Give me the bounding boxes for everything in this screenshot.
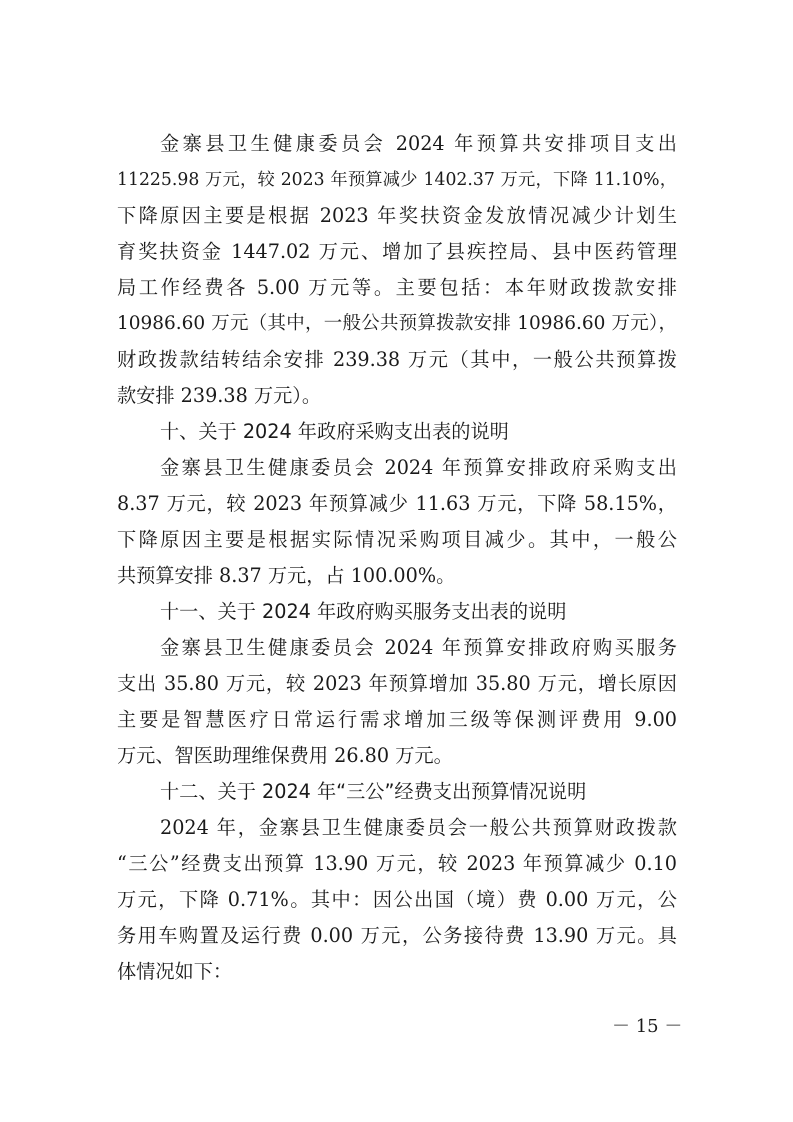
- paragraph-line: 局工作经费各 5.00 万元等。主要包括：本年财政拨款安排: [117, 276, 677, 299]
- section-heading: 十二、关于 2024 年“三公”经费支出预算情况说明: [160, 780, 587, 803]
- paragraph-line: 共预算安排 8.37 万元，占 100.00%。: [117, 564, 456, 587]
- paragraph-line: 2024 年，金寨县卫生健康委员会一般公共预算财政拨款: [160, 816, 677, 839]
- paragraph-line: 育奖扶资金 1447.02 万元、增加了县疾控局、县中医药管理: [117, 240, 677, 263]
- section-heading: 十一、关于 2024 年政府购买服务支出表的说明: [160, 600, 567, 623]
- paragraph-line: 下降原因主要是根据实际情况采购项目减少。其中，一般公: [117, 528, 677, 551]
- paragraph-line: 万元，下降 0.71%。其中：因公出国（境）费 0.00 万元，公: [117, 888, 677, 911]
- paragraph-line: 8.37 万元，较 2023 年预算减少 11.63 万元，下降 58.15%，: [117, 492, 677, 515]
- paragraph-line: 金寨县卫生健康委员会 2024 年预算共安排项目支出: [160, 132, 677, 155]
- paragraph-line: 万元、智医助理维保费用 26.80 万元。: [117, 744, 453, 767]
- paragraph-line: 下降原因主要是根据 2023 年奖扶资金发放情况减少计划生: [117, 204, 677, 227]
- paragraph-line: “三公”经费支出预算 13.90 万元，较 2023 年预算减少 0.10: [117, 852, 677, 875]
- paragraph-line: 务用车购置及运行费 0.00 万元，公务接待费 13.90 万元。具: [117, 924, 677, 947]
- paragraph-line: 金寨县卫生健康委员会 2024 年预算安排政府购买服务: [160, 636, 677, 659]
- paragraph-line: 金寨县卫生健康委员会 2024 年预算安排政府采购支出: [160, 456, 677, 479]
- page-number: － 15 －: [612, 1016, 683, 1037]
- section-heading: 十、关于 2024 年政府采购支出表的说明: [160, 420, 509, 443]
- paragraph-line: 体情况如下：: [117, 960, 233, 983]
- paragraph-line: 款安排 239.38 万元）。: [117, 384, 322, 407]
- paragraph-line: 10986.60 万元（其中，一般公共预算拨款安排 10986.60 万元），: [117, 313, 677, 334]
- paragraph-line: 11225.98 万元，较 2023 年预算减少 1402.37 万元，下降 11.10%，: [117, 170, 677, 190]
- paragraph-line: 主要是智慧医疗日常运行需求增加三级等保测评费用 9.00: [117, 708, 677, 731]
- paragraph-line: 支出 35.80 万元，较 2023 年预算增加 35.80 万元，增长原因: [117, 672, 677, 695]
- paragraph-line: 财政拨款结转结余安排 239.38 万元（其中，一般公共预算拨: [117, 348, 677, 371]
